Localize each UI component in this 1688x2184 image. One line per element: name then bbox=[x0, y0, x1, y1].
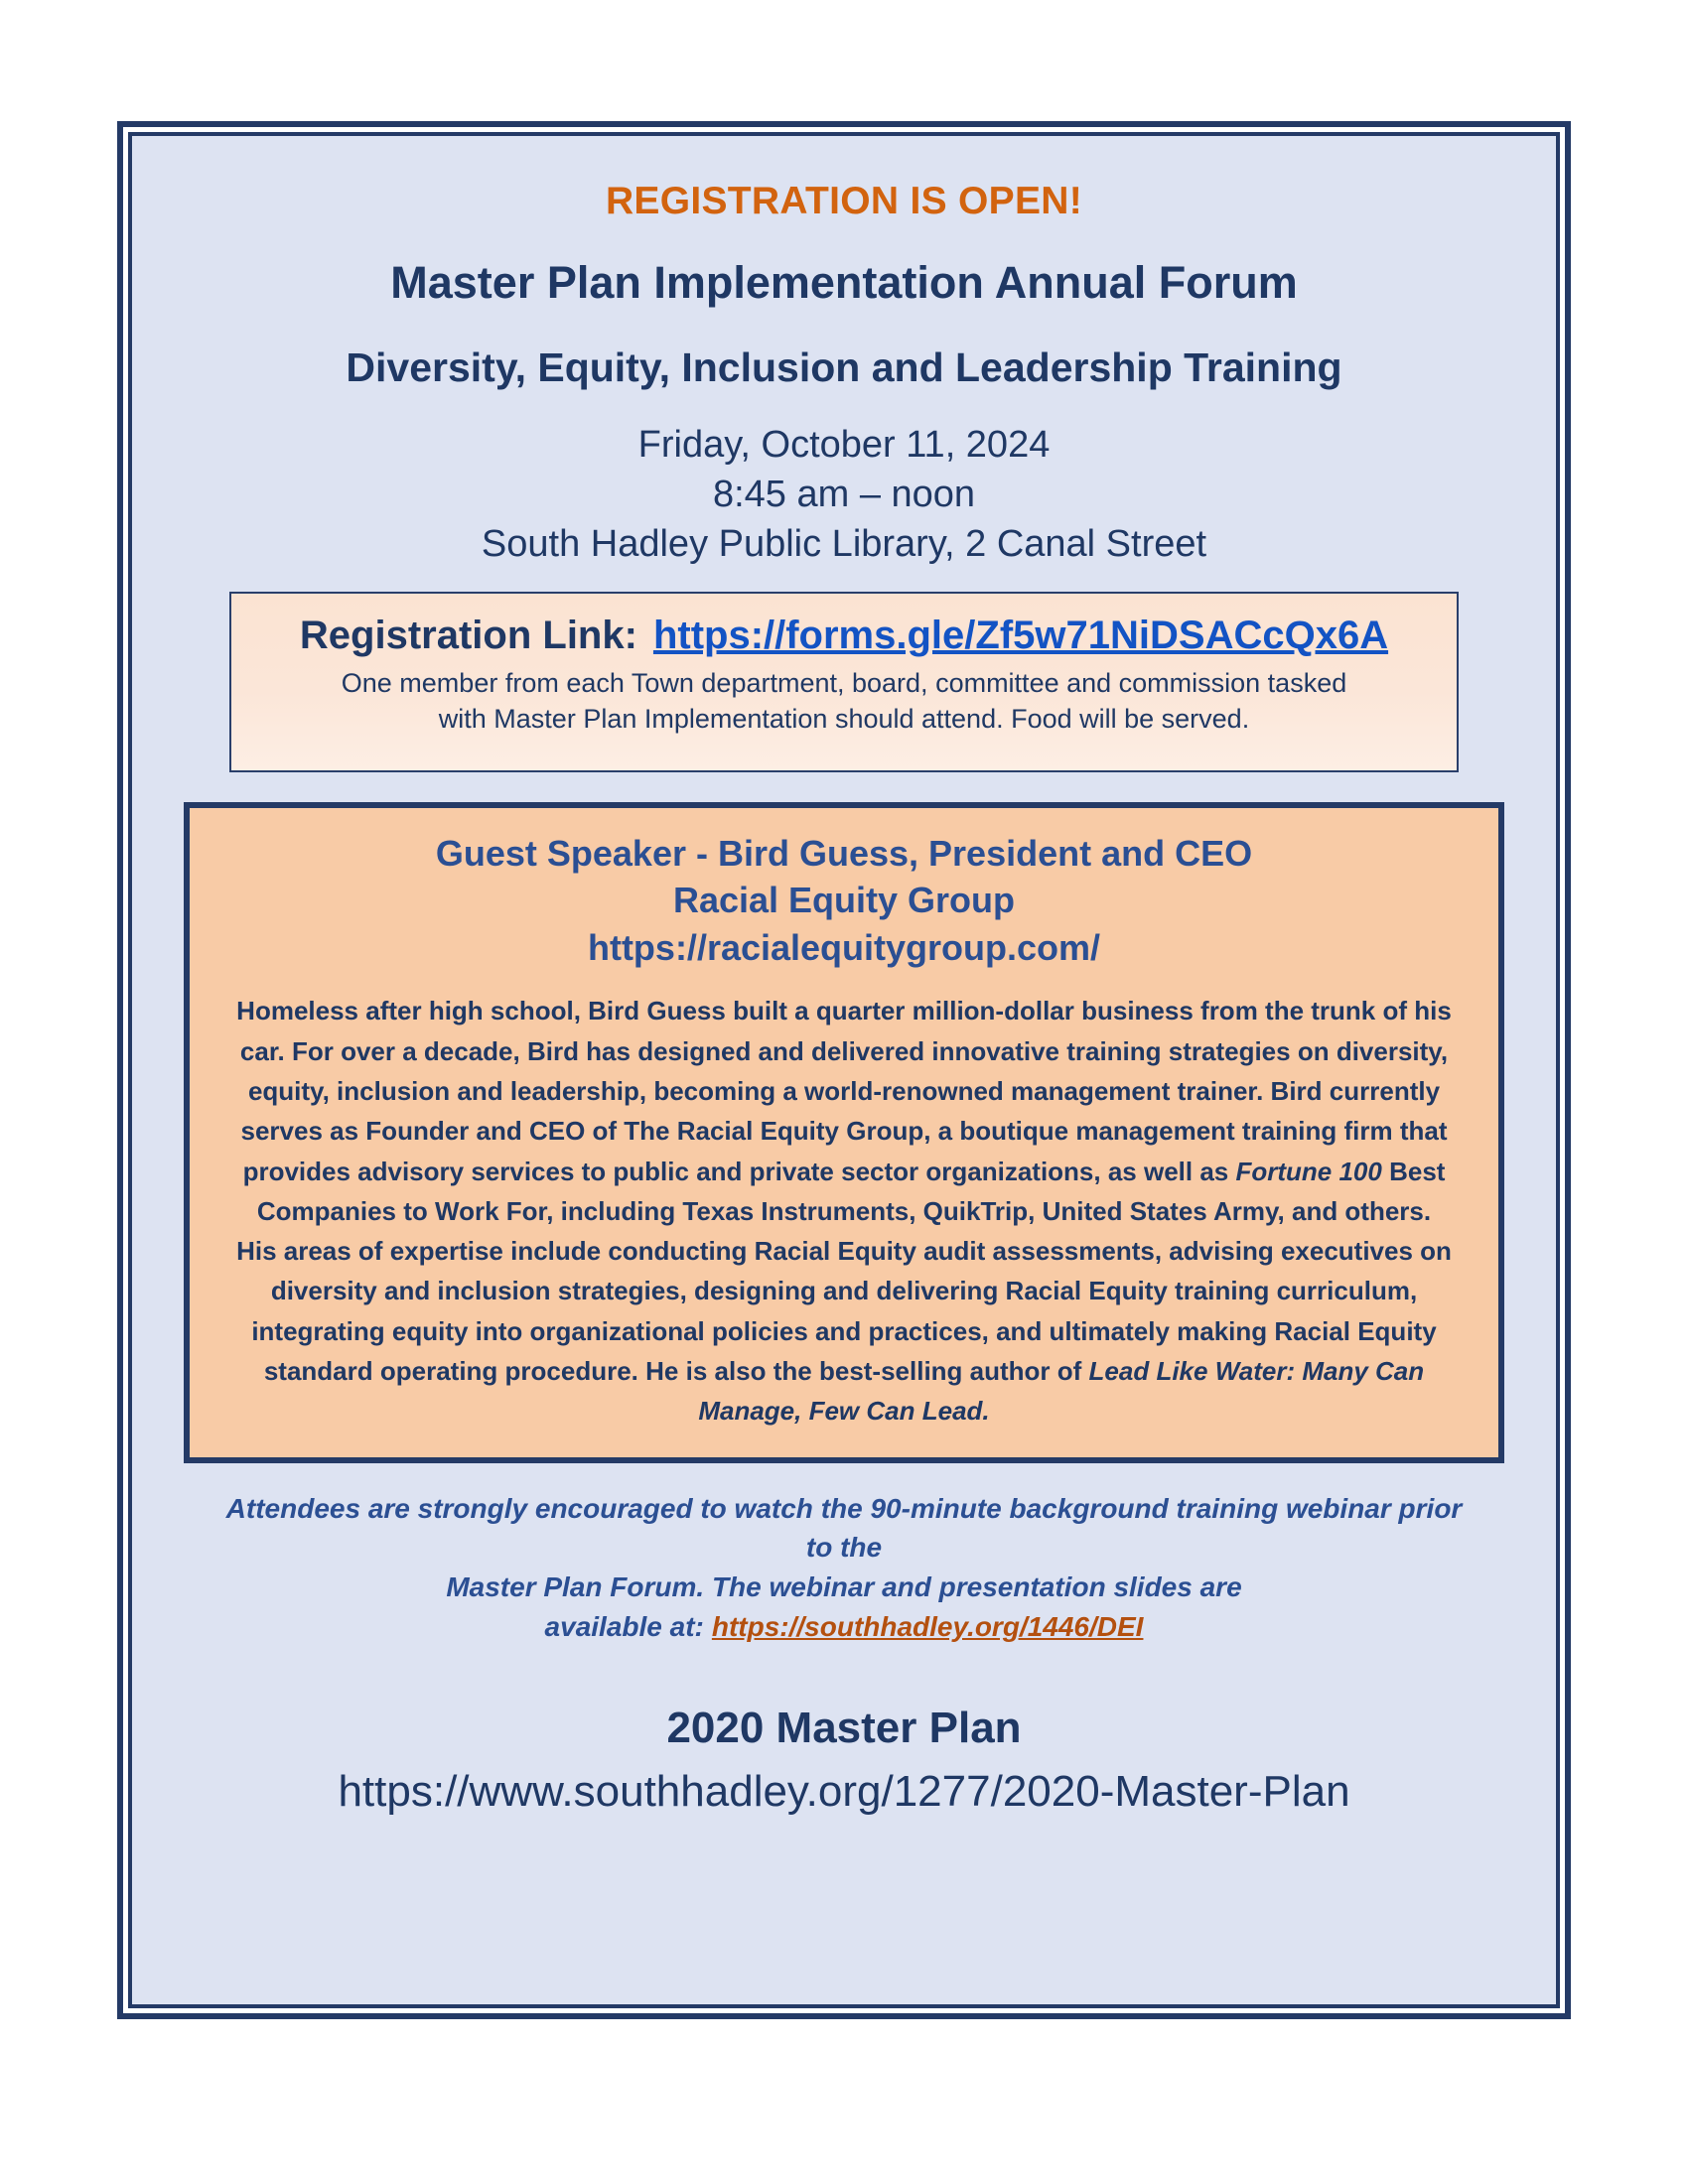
master-plan-link[interactable]: https://www.southhadley.org/1277/2020-Master-Plan bbox=[338, 1767, 1350, 1817]
page-title: Master Plan Implementation Annual Forum bbox=[390, 256, 1298, 308]
webinar-note-line-1: Attendees are strongly encouraged to watch the 90-minute background training webinar prior to the bbox=[225, 1492, 1463, 1564]
registration-note-line-1: One member from each Town department, board, committee and commission tasked bbox=[341, 667, 1347, 698]
page-subtitle: Diversity, Equity, Inclusion and Leadership Training bbox=[346, 343, 1342, 390]
webinar-note-line-2: Master Plan Forum. The webinar and presentation slides are bbox=[446, 1571, 1242, 1603]
registration-link-label: Registration Link: bbox=[299, 613, 637, 657]
registration-link-row bbox=[257, 612, 1431, 659]
bio-italic-fortune-100: Fortune 100 bbox=[1235, 1156, 1382, 1186]
registration-note bbox=[257, 665, 1431, 737]
registration-note-line-2: with Master Plan Implementation should attend. Food will be served. bbox=[438, 703, 1250, 734]
bio-text-part-1: Homeless after high school, Bird Guess built a quarter million-dollar business from the trunk of his car. For over a decade, Bird has designed and delivered innovative training strategies on diversity, equity, inclusion and leadership, becoming a world-renowned management trainer. Bird currently serves as Founder and CEO of The Racial Equity Group, a boutique management training firm that provides advisory services to public and private sector organizations, as well as bbox=[236, 996, 1452, 1186]
registration-open-banner: REGISTRATION IS OPEN! bbox=[605, 180, 1083, 222]
guest-speaker-name-title: Guest Speaker - Bird Guess, President and CEO bbox=[435, 832, 1253, 874]
webinar-note bbox=[225, 1489, 1463, 1647]
flyer-inner-frame bbox=[128, 132, 1560, 2008]
webinar-available-at-label: available at: bbox=[544, 1610, 704, 1642]
dei-webinar-link[interactable]: https://southhadley.org/1446/DEI bbox=[711, 1610, 1144, 1642]
guest-speaker-website-link[interactable]: https://racialequitygroup.com/ bbox=[587, 926, 1101, 968]
webinar-note-line-3 bbox=[225, 1607, 1463, 1647]
guest-speaker-box bbox=[184, 802, 1504, 1463]
guest-speaker-bio bbox=[235, 991, 1453, 1431]
registration-box bbox=[229, 592, 1459, 772]
master-plan-footer bbox=[168, 1703, 1520, 1820]
master-plan-title: 2020 Master Plan bbox=[666, 1703, 1022, 1752]
event-date: Friday, October 11, 2024 bbox=[637, 424, 1051, 467]
registration-link[interactable]: https://forms.gle/Zf5w71NiDSACcQx6A bbox=[652, 613, 1389, 657]
bio-italic-book-title: Lead Like Water: Many Can Manage, Few Can Lead. bbox=[698, 1356, 1425, 1427]
headline-section bbox=[168, 136, 1520, 570]
event-location: South Hadley Public Library, 2 Canal Street bbox=[481, 523, 1207, 566]
guest-speaker-heading bbox=[229, 830, 1459, 972]
event-details bbox=[168, 420, 1520, 569]
event-time: 8:45 am – noon bbox=[712, 474, 976, 516]
guest-speaker-organization: Racial Equity Group bbox=[672, 880, 1016, 921]
bio-text-part-2: Best Companies to Work For, including Texas Instruments, QuikTrip, United States Army, and others. His areas of expertise include conducting Racial Equity audit assessments, advising executives on diversity and inclusion strategies, designing and delivering Racial Equity training curriculum, integrating equity into organizational policies and practices, and ultimately making Racial Equity standard operating procedure. He is also the best-selling author of bbox=[236, 1156, 1452, 1387]
flyer-outer-frame bbox=[117, 121, 1571, 2019]
